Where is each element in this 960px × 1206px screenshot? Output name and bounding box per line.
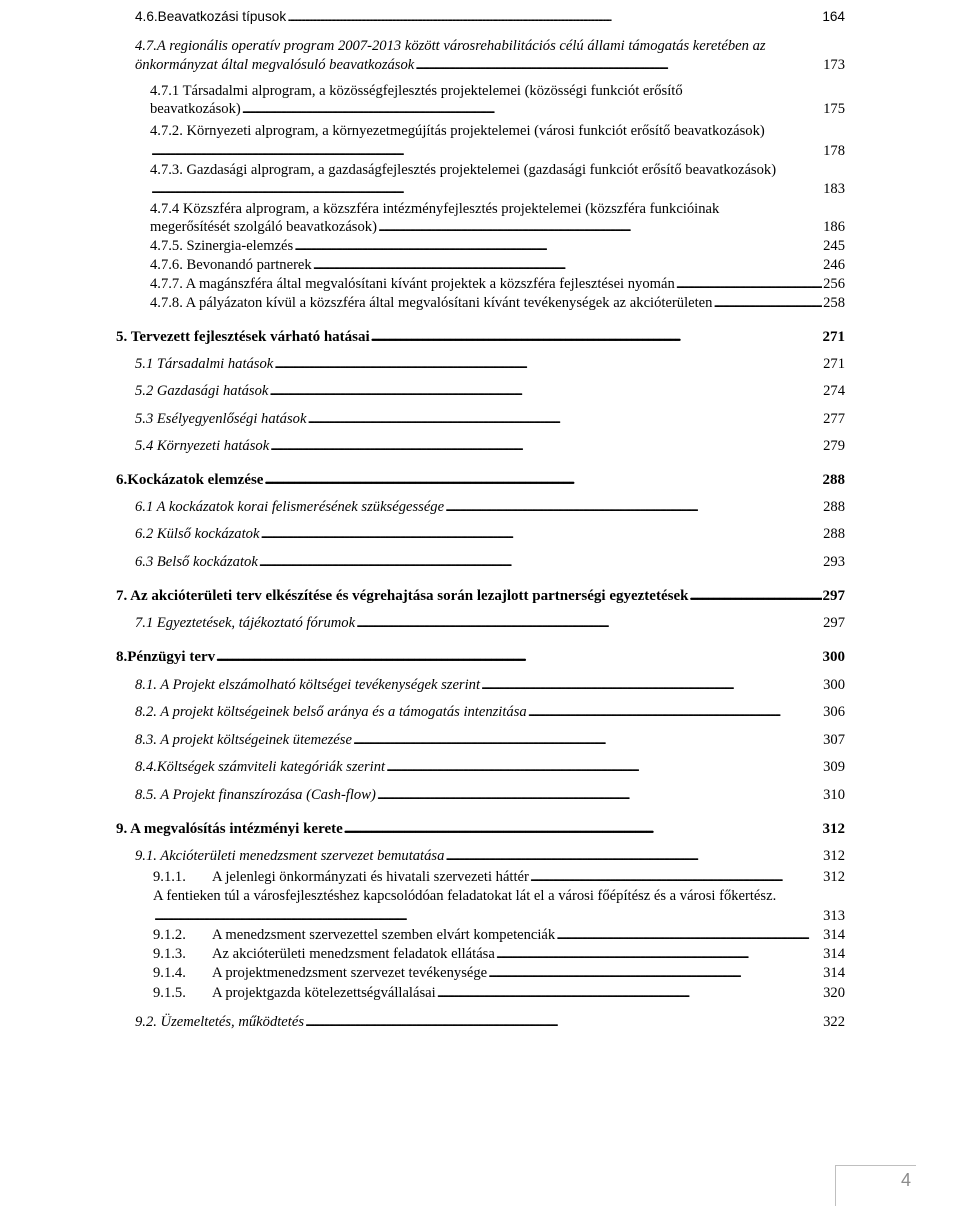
toc-entry-page: 246 (823, 257, 845, 273)
toc-entry[interactable] (150, 199, 845, 219)
toc-entry-title: 4.6.Beavatkozási típusok (135, 9, 287, 24)
dot-leader (377, 785, 822, 805)
toc-entry[interactable] (116, 819, 845, 839)
toc-entry-page: 256 (823, 276, 845, 292)
toc-entry-page: 297 (822, 588, 845, 604)
toc-entry-page: 310 (823, 787, 845, 803)
toc-entry[interactable] (150, 160, 845, 180)
dot-leader (305, 1012, 822, 1032)
toc-entry[interactable] (153, 944, 845, 964)
toc-entry-title: 6.3 Belső kockázatok (135, 554, 258, 570)
dot-leader (445, 497, 822, 517)
toc-entry-page: 307 (823, 732, 845, 748)
toc-entry-page: 297 (823, 615, 845, 631)
toc-entry-title: 4.7.A regionális operatív program 2007-2013 között városrehabilitációs célú állami támogatás keretében az (135, 38, 766, 54)
page-number: 4 (900, 1170, 911, 1190)
dot-leader (287, 7, 821, 27)
toc-entry-page: 271 (822, 329, 845, 345)
dot-leader (259, 552, 822, 572)
toc-entry[interactable] (135, 7, 845, 27)
dot-leader (530, 867, 822, 887)
toc-entry[interactable] (116, 327, 845, 347)
toc-entry-number: 9.1.1. (153, 869, 186, 885)
dot-leader (378, 217, 822, 237)
toc-entry-page: 314 (823, 946, 845, 962)
toc-entry[interactable] (135, 354, 845, 374)
toc-entry-title: 5.1 Társadalmi hatások (135, 356, 274, 372)
toc-entry[interactable] (135, 409, 845, 429)
toc-entry-page: 306 (823, 704, 845, 720)
toc-entry-page: 312 (823, 869, 845, 885)
dot-leader (151, 141, 822, 161)
toc-entry-page: 288 (823, 499, 845, 515)
toc-entry-page: 313 (823, 908, 845, 924)
dot-leader (676, 274, 822, 294)
toc-entry[interactable] (150, 141, 845, 161)
toc-entry[interactable] (135, 36, 845, 56)
toc-entry[interactable] (153, 886, 845, 906)
toc-entry-title: megerősítését szolgáló beavatkozások) (150, 219, 377, 235)
toc-entry[interactable] (135, 497, 845, 517)
toc-entry[interactable] (135, 1012, 845, 1032)
dot-leader (353, 730, 822, 750)
toc-entry-page: 314 (823, 927, 845, 943)
dot-leader (528, 702, 822, 722)
toc-entry[interactable] (135, 785, 845, 805)
toc-entry-title: önkormányzat által megvalósuló beavatkozások (135, 57, 415, 73)
toc-entry-title: 8.4.Költségek számviteli kategóriák szerint (135, 759, 386, 775)
toc-entry[interactable] (153, 906, 845, 926)
toc-entry[interactable] (153, 963, 845, 983)
dot-leader (274, 354, 822, 374)
toc-entry-title: 8.5. A Projekt finanszírozása (Cash-flow) (135, 787, 376, 803)
toc-entry-number: 9.1.2. (153, 927, 186, 943)
dot-leader (269, 381, 822, 401)
toc-entry-title: A menedzsment szervezettel szemben elvárt kompetenciák (212, 927, 556, 943)
toc-entry[interactable] (135, 613, 845, 633)
dot-leader (713, 293, 822, 313)
toc-entry-title: 7. Az akcióterületi terv elkészítése és végrehajtása során lezajlott partnerségi egyeztetések (116, 588, 689, 604)
dot-leader (481, 675, 822, 695)
toc-entry[interactable] (153, 925, 845, 945)
toc-entry-number: 9.1.5. (153, 985, 186, 1001)
dot-leader (445, 846, 822, 866)
toc-entry-page: 183 (823, 181, 845, 197)
toc-entry[interactable] (135, 675, 845, 695)
toc-entry-title: 5. Tervezett fejlesztések várható hatásai (116, 329, 370, 345)
dot-leader (488, 963, 822, 983)
toc-entry-number: 9.1.3. (153, 946, 186, 962)
toc-entry-title: 4.7.3. Gazdasági alprogram, a gazdaságfejlesztés projektelemei (gazdasági funkciót erősítő beavatkozások) (150, 162, 777, 178)
dot-leader (437, 983, 822, 1003)
toc-entry-title: A jelenlegi önkormányzati és hivatali szervezeti háttér (212, 869, 529, 885)
toc-entry-title: 4.7.1 Társadalmi alprogram, a közösségfejlesztés projektelemei (közösségi funkciót erősítő (150, 83, 683, 99)
toc-entry-page: 175 (823, 101, 845, 117)
toc-entry[interactable] (153, 867, 845, 887)
toc-entry-title: A projektgazda kötelezettségvállalásai (212, 985, 436, 1001)
toc-entry-page: 274 (823, 383, 845, 399)
toc-entry-page: 288 (822, 472, 845, 488)
toc-entry-page: 300 (822, 649, 845, 665)
toc-entry-title: Az akcióterületi menedzsment feladatok ellátása (212, 946, 495, 962)
dot-leader (154, 906, 822, 926)
toc-entry-title: 5.2 Gazdasági hatások (135, 383, 269, 399)
dot-leader (386, 757, 822, 777)
toc-entry[interactable] (135, 730, 845, 750)
toc-entry-page: 309 (823, 759, 845, 775)
toc-entry[interactable] (150, 179, 845, 199)
toc-entry[interactable] (116, 647, 845, 667)
dot-leader (151, 179, 822, 199)
toc-entry[interactable] (150, 217, 845, 237)
toc-entry-title: 8.1. A Projekt elszámolható költségei tevékenységek szerint (135, 677, 481, 693)
toc-entry[interactable] (135, 55, 845, 75)
toc-entry[interactable] (153, 983, 845, 1003)
toc-entry-page: 271 (823, 356, 845, 372)
toc-entry-page: 300 (823, 677, 845, 693)
toc-entry[interactable] (116, 470, 845, 490)
toc-entry-title: 8.3. A projekt költségeinek ütemezése (135, 732, 352, 748)
toc-entry-title: 9.1. Akcióterületi menedzsment szervezet bemutatása (135, 848, 445, 864)
toc-entry[interactable] (135, 436, 845, 456)
toc-entry-page: 314 (823, 965, 845, 981)
toc-entry[interactable] (150, 293, 845, 313)
toc-entry-title: 5.4 Környezeti hatások (135, 438, 270, 454)
toc-entry-title: 9. A megvalósítás intézményi kerete (116, 821, 343, 837)
dot-leader (556, 925, 822, 945)
toc-entry-title: 9.2. Üzemeltetés, működtetés (135, 1014, 304, 1030)
toc-entry-title: 4.7.4 Közszféra alprogram, a közszféra intézményfejlesztés projektelemei (közszféra funkcióinak (150, 201, 720, 217)
toc-entry-title: 4.7.8. A pályázaton kívül a közszféra által megvalósítani kívánt tevékenységek az akcióterületen (150, 295, 713, 311)
dot-leader (689, 586, 821, 606)
toc-entry-page: 312 (822, 821, 845, 837)
toc-entry-title: 6.Kockázatok elemzése (116, 472, 264, 488)
toc-entry[interactable] (150, 121, 845, 141)
toc-entry-title: 7.1 Egyeztetések, tájékoztató fórumok (135, 615, 356, 631)
dot-leader (313, 255, 822, 275)
toc-entry-page: 173 (823, 57, 845, 73)
dot-leader (242, 99, 822, 119)
toc-entry-page: 312 (823, 848, 845, 864)
toc-entry-title: 5.3 Esélyegyenlőségi hatások (135, 411, 307, 427)
toc-entry-title: beavatkozások) (150, 101, 241, 117)
toc-entry[interactable] (150, 236, 845, 256)
toc-entry-page: 279 (823, 438, 845, 454)
toc-entry-page: 178 (823, 143, 845, 159)
dot-leader (264, 470, 821, 490)
dot-leader (496, 944, 822, 964)
toc-entry-title: 4.7.7. A magánszféra által megvalósítani kívánt projektek a közszféra fejlesztései nyomán (150, 276, 675, 292)
toc-entry-title: 4.7.6. Bevonandó partnerek (150, 257, 312, 273)
dot-leader (415, 55, 822, 75)
toc-entry[interactable] (135, 846, 845, 866)
toc-entry[interactable] (135, 524, 845, 544)
toc-entry[interactable] (135, 552, 845, 572)
dot-leader (260, 524, 822, 544)
toc-entry[interactable] (135, 702, 845, 722)
dot-leader (344, 819, 822, 839)
dot-leader (216, 647, 821, 667)
toc-entry[interactable] (150, 81, 845, 101)
toc-entry-page: 245 (823, 238, 845, 254)
toc-entry-page: 322 (823, 1014, 845, 1030)
toc-entry[interactable] (135, 757, 845, 777)
toc-entry[interactable] (150, 274, 845, 294)
toc-entry-title: 4.7.2. Környezeti alprogram, a környezetmegújítás projektelemei (városi funkciót erősítő beavatkozások) (150, 123, 765, 139)
toc-entry-title: 8.Pénzügyi terv (116, 649, 216, 665)
toc-entry[interactable] (135, 381, 845, 401)
dot-leader (371, 327, 822, 347)
toc-entry-page: 186 (823, 219, 845, 235)
toc-entry[interactable] (150, 255, 845, 275)
dot-leader (307, 409, 822, 429)
toc-entry-page: 320 (823, 985, 845, 1001)
toc-entry-page: 288 (823, 526, 845, 542)
dot-leader (294, 236, 822, 256)
toc-entry-title: A fentieken túl a városfejlesztéshez kapcsolódóan feladatokat lát el a városi főépítész és a városi főkertész. (153, 888, 777, 904)
toc-entry-title: A projektmenedzsment szervezet tevékenysége (212, 965, 488, 981)
toc-entry-title: 6.1 A kockázatok korai felismerésének szükségessége (135, 499, 445, 515)
toc-entry-title: 8.2. A projekt költségeinek belső aránya és a támogatás intenzitása (135, 704, 527, 720)
dot-leader (356, 613, 822, 633)
toc-entry-page: 164 (822, 9, 845, 24)
dot-leader (270, 436, 822, 456)
toc-entry-page: 258 (823, 295, 845, 311)
toc-entry-page: 293 (823, 554, 845, 570)
toc-entry-number: 9.1.4. (153, 965, 186, 981)
toc-entry[interactable] (150, 99, 845, 119)
toc-entry[interactable] (116, 586, 845, 606)
toc-entry-title: 4.7.5. Szinergia-elemzés (150, 238, 294, 254)
toc-entry-title: 6.2 Külső kockázatok (135, 526, 260, 542)
toc-entry-page: 277 (823, 411, 845, 427)
